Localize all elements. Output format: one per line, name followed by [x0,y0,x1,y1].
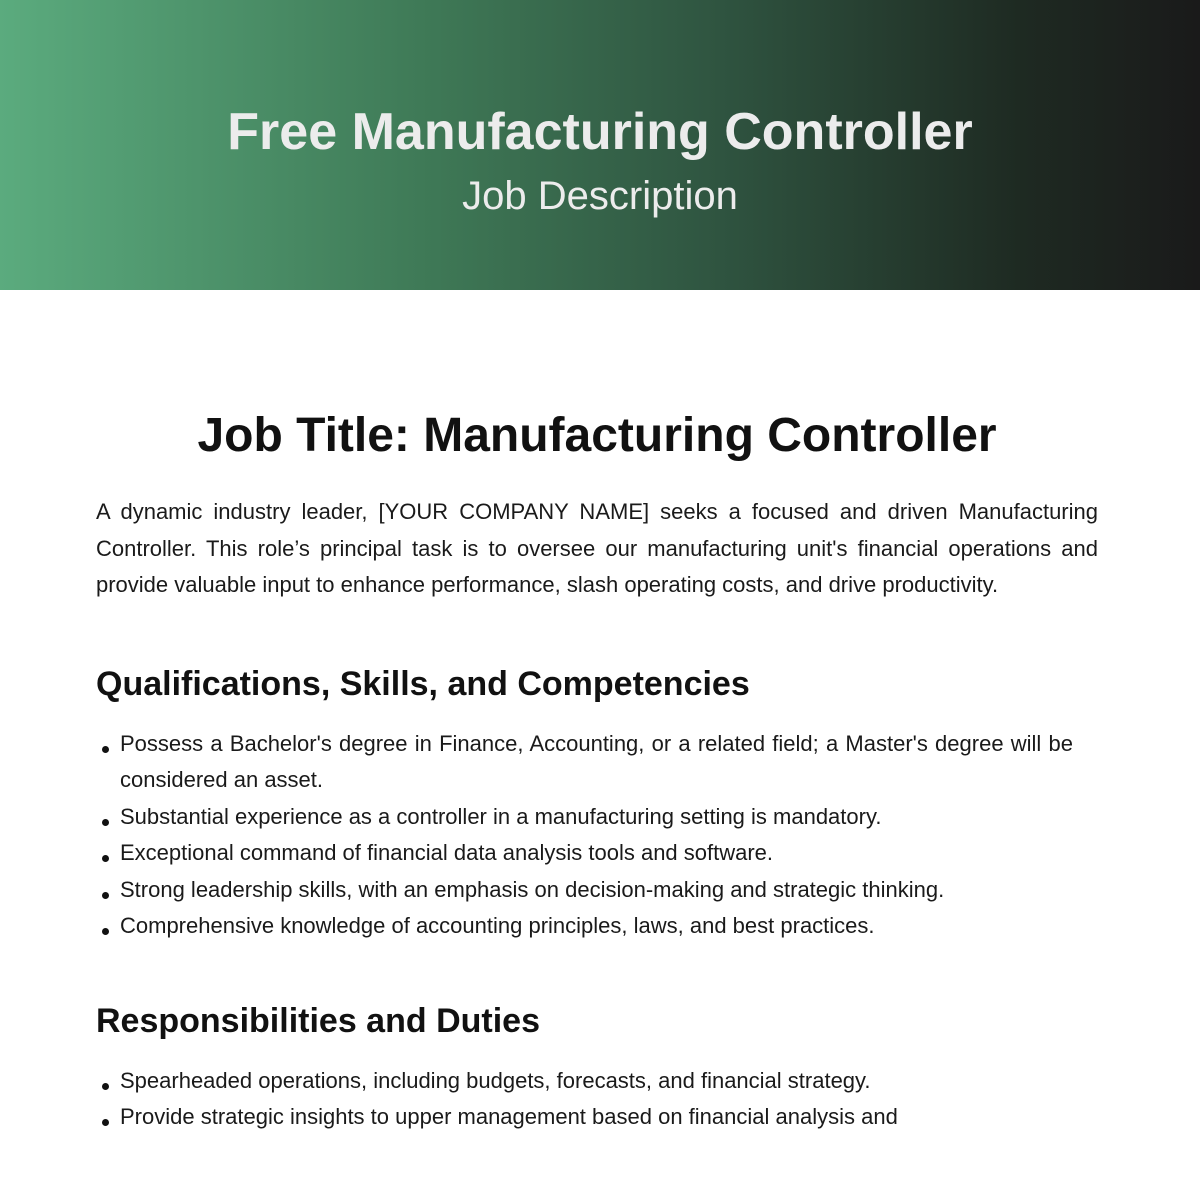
header-banner [0,0,1200,290]
bullet-icon [102,855,109,862]
bullet-icon [102,928,109,935]
banner-subtitle: Job Description [462,174,738,218]
list-item [96,908,1073,945]
list-item [96,1099,1073,1136]
bullet-icon [102,892,109,899]
list-item [96,835,1073,872]
list-item-text: Exceptional command of financial data analysis tools and software. [120,840,774,865]
list-item-text: Spearheaded operations, including budgets, forecasts, and financial strategy. [120,1067,871,1093]
bullet-icon [102,746,109,753]
job-title: Job Title: Manufacturing Controller [197,409,997,462]
list-item-text: Comprehensive knowledge of accounting principles, laws, and best practices. [120,913,875,938]
responsibilities-list [96,1063,1073,1136]
list-item-text: Possess a Bachelor's degree in Finance, Accounting, or a related field; a Master's degree will be considered an asset. [120,730,1073,792]
list-item [96,726,1073,799]
bullet-icon [102,1083,109,1090]
list-item-text: Strong leadership skills, with an emphasis on decision-making and strategic thinking. [120,876,945,902]
list-item-text: Substantial experience as a controller in a manufacturing setting is mandatory. [120,803,882,829]
document-body [96,290,1098,1136]
bullet-icon [102,819,109,826]
banner-title: Free Manufacturing Controller [227,103,973,161]
list-item-text: Provide strategic insights to upper management based on financial analysis and [120,1104,898,1129]
responsibilities-heading: Responsibilities and Duties [96,1001,540,1040]
qualifications-list [96,726,1073,945]
bullet-icon [102,1119,109,1126]
intro-paragraph: A dynamic industry leader, [YOUR COMPANY NAME] seeks a focused and driven Manufacturing Controller. This role’s principal task is to oversee our manufacturing unit's financial operations and provide valuable input to enhance performance, slash operating costs, and drive productivity. [96,499,1098,597]
qualifications-heading: Qualifications, Skills, and Competencies [96,664,750,703]
list-item [96,1063,1073,1100]
list-item [96,872,1073,909]
list-item [96,799,1073,836]
